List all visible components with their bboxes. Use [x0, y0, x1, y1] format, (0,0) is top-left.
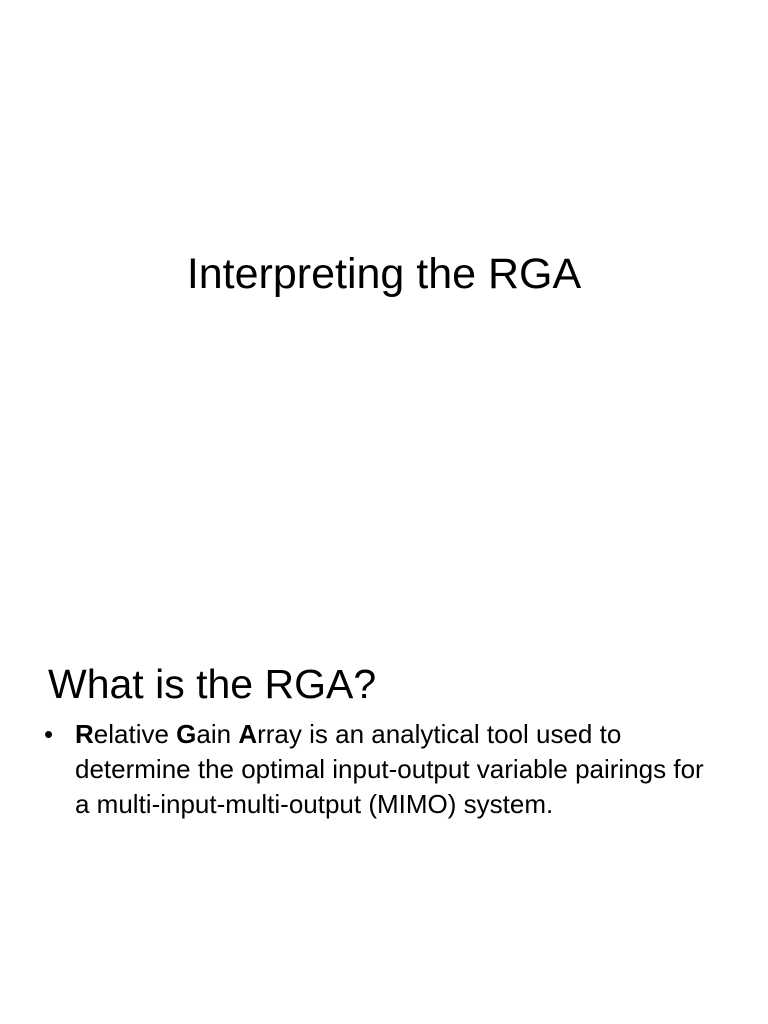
slide-title: Interpreting the RGA — [186, 249, 582, 298]
bold-initial-r: R — [75, 719, 94, 749]
slide-heading: What is the RGA? — [48, 661, 377, 708]
bullet-list — [44, 717, 724, 822]
bullet-text-relative: elative — [93, 719, 177, 749]
bullet-text — [75, 719, 704, 819]
bullet-text-array: rray is an analytical tool used to determine the optimal input-output variable pairings for a multi-input-multi-output (MIMO) system. — [75, 719, 704, 819]
bullet-marker: • — [44, 719, 54, 749]
bullet-item — [44, 717, 724, 822]
content-slide — [0, 576, 768, 1024]
bullet-text-gain: ain — [196, 719, 239, 749]
bold-initial-a: A — [238, 719, 258, 749]
bold-initial-g: G — [176, 719, 197, 749]
